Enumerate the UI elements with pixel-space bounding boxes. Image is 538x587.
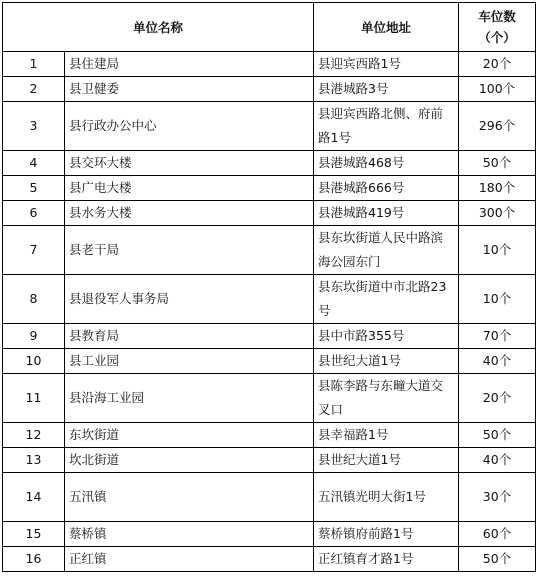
row-index: 1 (3, 52, 65, 77)
row-unit-name: 县交环大楼 (65, 151, 314, 176)
row-parking-count: 60个 (459, 522, 536, 547)
header-count-line1: 车位数 (478, 9, 516, 24)
row-unit-name: 县老干局 (65, 226, 314, 275)
row-index: 12 (3, 423, 65, 448)
parking-table (2, 2, 536, 572)
row-unit-address: 县港城路468号 (314, 151, 459, 176)
table-row (3, 374, 536, 423)
table-row (3, 473, 536, 522)
row-unit-name: 县退役军人事务局 (65, 275, 314, 324)
row-index: 6 (3, 201, 65, 226)
row-index: 16 (3, 547, 65, 572)
row-unit-name: 东坎街道 (65, 423, 314, 448)
row-unit-name: 县广电大楼 (65, 176, 314, 201)
row-unit-address: 正红镇育才路1号 (314, 547, 459, 572)
row-unit-address: 县港城路3号 (314, 77, 459, 102)
row-unit-address: 蔡桥镇府前路1号 (314, 522, 459, 547)
row-unit-name: 五汛镇 (65, 473, 314, 522)
table-row (3, 448, 536, 473)
table-row (3, 176, 536, 201)
table-row (3, 201, 536, 226)
header-unit-name: 单位名称 (3, 3, 314, 52)
row-unit-address: 五汛镇光明大街1号 (314, 473, 459, 522)
row-parking-count: 180个 (459, 176, 536, 201)
row-unit-address: 县港城路419号 (314, 201, 459, 226)
row-index: 10 (3, 349, 65, 374)
table-header-row (3, 3, 536, 52)
row-index: 14 (3, 473, 65, 522)
row-unit-address: 县陈李路与东疃大道交叉口 (314, 374, 459, 423)
row-unit-name: 县工业园 (65, 349, 314, 374)
row-index: 11 (3, 374, 65, 423)
row-parking-count: 40个 (459, 349, 536, 374)
table-row (3, 52, 536, 77)
row-parking-count: 30个 (459, 473, 536, 522)
table-row (3, 522, 536, 547)
table-row (3, 275, 536, 324)
table-row (3, 151, 536, 176)
row-unit-name: 蔡桥镇 (65, 522, 314, 547)
row-unit-name: 县水务大楼 (65, 201, 314, 226)
row-unit-name: 县卫健委 (65, 77, 314, 102)
row-unit-name: 县行政办公中心 (65, 102, 314, 151)
row-parking-count: 70个 (459, 324, 536, 349)
row-index: 13 (3, 448, 65, 473)
row-index: 7 (3, 226, 65, 275)
row-unit-address: 县东坎街道人民中路滨海公园东门 (314, 226, 459, 275)
table-row (3, 324, 536, 349)
row-unit-name: 县住建局 (65, 52, 314, 77)
row-parking-count: 40个 (459, 448, 536, 473)
row-unit-address: 县幸福路1号 (314, 423, 459, 448)
row-parking-count: 10个 (459, 226, 536, 275)
table-row (3, 349, 536, 374)
row-parking-count: 50个 (459, 547, 536, 572)
table-row (3, 102, 536, 151)
row-unit-address: 县港城路666号 (314, 176, 459, 201)
header-count-line2: （个） (478, 30, 516, 45)
header-parking-count (459, 3, 536, 52)
row-parking-count: 20个 (459, 52, 536, 77)
row-index: 8 (3, 275, 65, 324)
row-parking-count: 300个 (459, 201, 536, 226)
row-parking-count: 50个 (459, 423, 536, 448)
row-unit-address: 县世纪大道1号 (314, 349, 459, 374)
row-parking-count: 100个 (459, 77, 536, 102)
row-parking-count: 10个 (459, 275, 536, 324)
row-unit-address: 县迎宾西路北侧、府前路1号 (314, 102, 459, 151)
row-unit-name: 坎北街道 (65, 448, 314, 473)
row-index: 5 (3, 176, 65, 201)
row-index: 4 (3, 151, 65, 176)
header-unit-address: 单位地址 (314, 3, 459, 52)
table-row (3, 226, 536, 275)
row-unit-name: 县教育局 (65, 324, 314, 349)
row-parking-count: 20个 (459, 374, 536, 423)
table-row (3, 423, 536, 448)
row-unit-address: 县世纪大道1号 (314, 448, 459, 473)
table-row (3, 77, 536, 102)
row-index: 3 (3, 102, 65, 151)
row-unit-name: 正红镇 (65, 547, 314, 572)
row-unit-name: 县沿海工业园 (65, 374, 314, 423)
row-parking-count: 50个 (459, 151, 536, 176)
row-unit-address: 县东坎街道中市北路23号 (314, 275, 459, 324)
table-row (3, 547, 536, 572)
row-index: 15 (3, 522, 65, 547)
row-unit-address: 县迎宾西路1号 (314, 52, 459, 77)
row-index: 9 (3, 324, 65, 349)
row-parking-count: 296个 (459, 102, 536, 151)
row-index: 2 (3, 77, 65, 102)
row-unit-address: 县中市路355号 (314, 324, 459, 349)
